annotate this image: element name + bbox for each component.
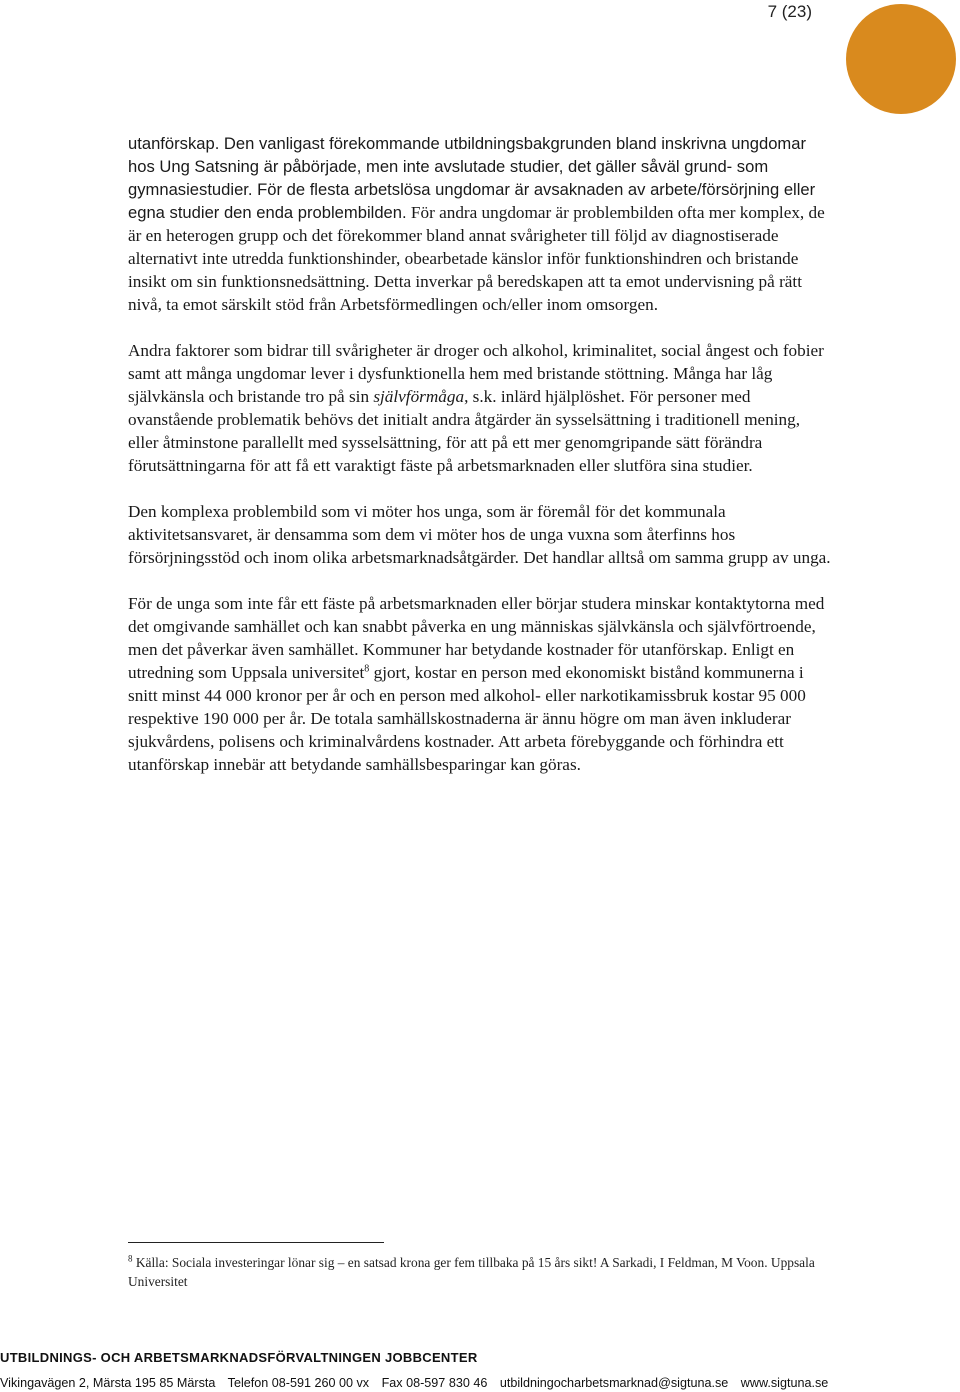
footer-contact bbox=[0, 1376, 960, 1390]
paragraph-1 bbox=[128, 132, 832, 316]
footnote-number: 8 bbox=[128, 1253, 133, 1264]
paragraph-2-part-1: Andra faktorer som bidrar till svårigheter är droger och alkohol, kriminalitet, social ångest och fobier samt att många ungdomar lever i dysfunktionella hem med bristande stöttning. Många har låg självkänsla och bristande tro på sin bbox=[128, 341, 824, 406]
footer-website[interactable]: www.sigtuna.se bbox=[740, 1376, 829, 1390]
footer-phone: Telefon 08-591 260 00 vx bbox=[227, 1376, 370, 1390]
footnote bbox=[128, 1253, 838, 1291]
paragraph-3: Den komplexa problembild som vi möter hos unga, som är föremål för det kommunala aktivitetsansvaret, är densamma som dem vi möter hos de unga vuxna som återfinns hos försörjningsstöd och inom olika arbetsmarknadsåtgärder. Det handlar alltså om samma grupp av unga. bbox=[128, 502, 831, 567]
paragraph-4-part-1: För de unga som inte får ett fäste på arbetsmarknaden eller börjar studera minskar kontaktytorna med det omgivande samhället och kan snabbt påverka en ung människas självkänsla och självförtroende, men det påverkar även samhället. Kommuner har betydande kostnader för utanförskap. Enligt en utredning som Uppsala universitet bbox=[128, 594, 825, 682]
paragraph-1-serif-part: För andra ungdomar är problembilden ofta mer komplex, de är en heterogen grupp och det förekommer bland annat svårigheter till följd av diagnostiserade alternativt inte utredda funktionshinder, obearbetade känslor inför funktionshindren och bristande insikt om sin funktionsnedsättning. Detta inverkar på beredskapen att ta emot undervisning på rätt nivå, ta emot särskilt stöd från Arbetsförmedlingen och/eller inom omsorgen. bbox=[128, 203, 825, 314]
paragraph-4 bbox=[128, 592, 832, 776]
logo-circle-icon bbox=[846, 4, 956, 114]
footnote-reference[interactable]: 8 bbox=[364, 663, 370, 675]
footnote-text: Källa: Sociala investeringar lönar sig – en satsad krona ger fem tillbaka på 15 års sikt! A Sarkadi, I Feldman, M Voon. Uppsala Universitet bbox=[128, 1255, 815, 1289]
footer-organization-text: UTBILDNINGS- OCH ARBETSMARKNADSFÖRVALTNINGEN JOBBCENTER bbox=[0, 1350, 478, 1365]
document-body bbox=[128, 132, 832, 799]
footnote-divider bbox=[128, 1242, 384, 1243]
paragraph-2-part-2: , s.k. inlärd hjälplöshet. För personer med ovanstående problematik behövs det initialt andra åtgärder än sysselsättning i traditionell mening, eller åtminstone parallellt med sysselsättning, för att på ett mer genomgripande sätt förändra förutsättningarna för att få ett varaktigt fäste på arbetsmarknaden eller slutföra sina studier. bbox=[128, 387, 801, 475]
paragraph-4-part-2: gjort, kostar en person med ekonomiskt bistånd kommunerna i snitt minst 44 000 kronor per år och en person med alkohol- eller narkotikamissbruk kostar 95 000 respektive 190 000 per år. De totala samhällskostnaderna är ännu högre om man även inkluderar sjukvårdens, polisens och kriminalvårdens kostnader. Att arbeta förebyggande och förhindra ett utanförskap innebär att betydande samhällsbesparingar kan göras. bbox=[128, 663, 806, 774]
paragraph-2-italic-term: självförmåga bbox=[373, 387, 465, 406]
footer-fax: Fax 08-597 830 46 bbox=[381, 1376, 488, 1390]
paragraph-1-sans-part: utanförskap. Den vanligast förekommande utbildningsbakgrunden bland inskrivna ungdomar hos Ung Satsning är påbörjade, men inte avslutade studier, det gäller såväl grund- som gymnasiestudier. För de flesta arbetslösa ungdomar är avsaknaden av arbete/försörjning eller egna studier den enda problembilden. bbox=[128, 134, 816, 222]
page-number: 7 (23) bbox=[767, 2, 812, 21]
footer-address: Vikingavägen 2, Märsta 195 85 Märsta bbox=[0, 1376, 216, 1390]
paragraph-2 bbox=[128, 339, 832, 477]
footer-organization bbox=[0, 1350, 960, 1365]
footer-email[interactable]: utbildningocharbetsmarknad@sigtuna.se bbox=[499, 1376, 729, 1390]
